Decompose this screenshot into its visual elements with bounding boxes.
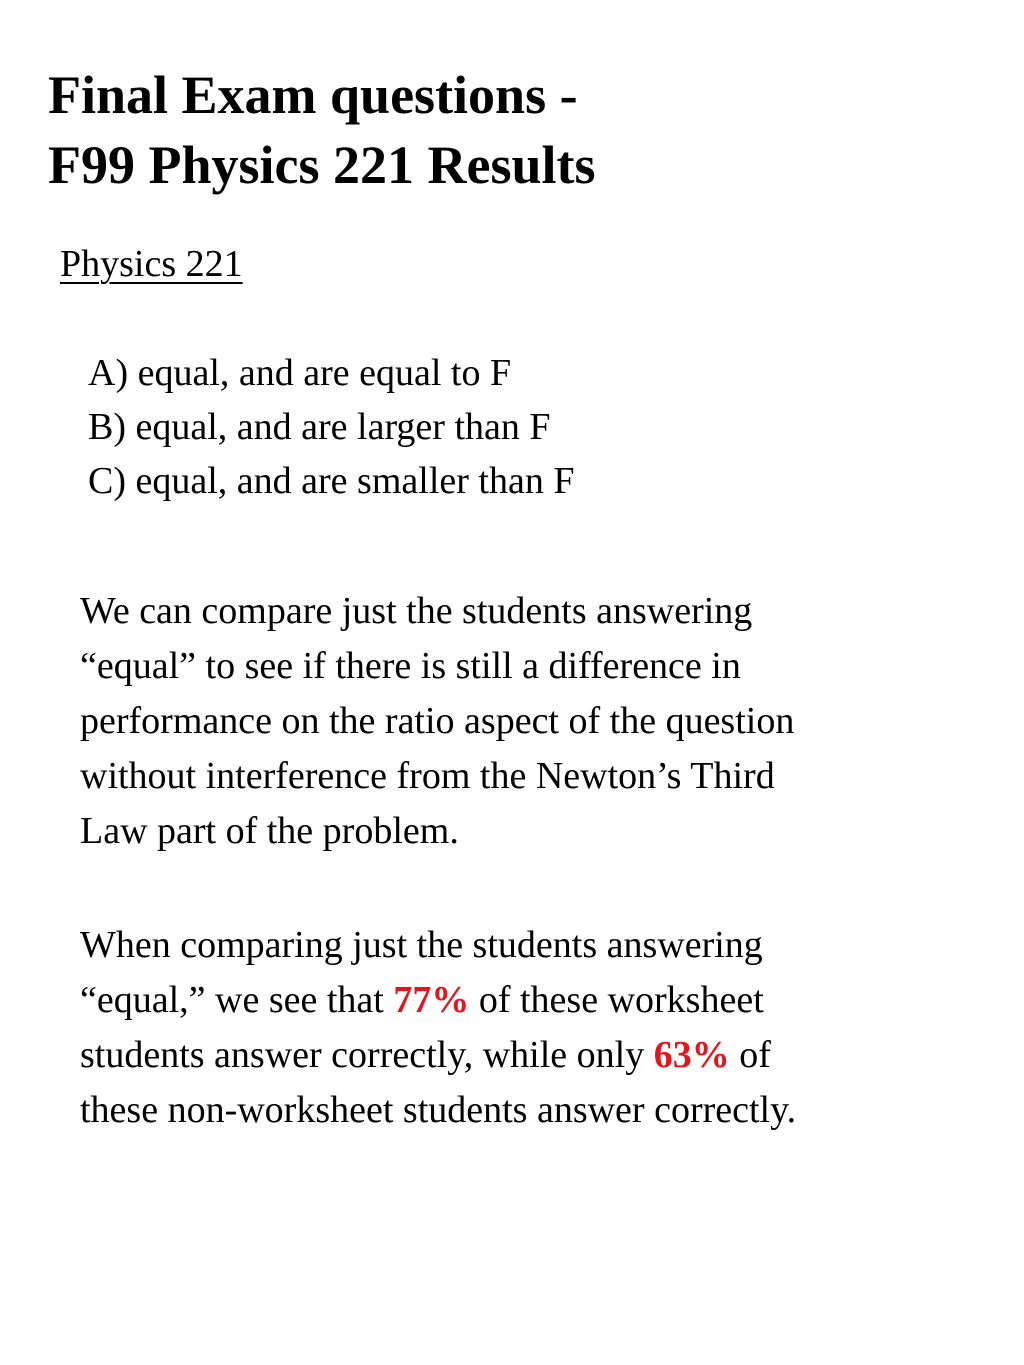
- results-line-3: [80, 1028, 960, 1083]
- nonworksheet-percent: 63%: [653, 1034, 730, 1076]
- results-text: of: [729, 1034, 771, 1076]
- paragraph-line: We can compare just the students answering: [80, 590, 753, 632]
- paragraph-line: Law part of the problem.: [80, 810, 459, 852]
- results-paragraph: [80, 918, 960, 1138]
- results-line-1: When comparing just the students answering: [80, 924, 763, 966]
- paragraph-line: “equal” to see if there is still a difference in: [80, 645, 741, 687]
- choice-a: A) equal, and are equal to F: [88, 352, 512, 394]
- results-text: of these worksheet: [469, 979, 764, 1021]
- page-title: [48, 60, 596, 200]
- title-line-2: F99 Physics 221 Results: [48, 135, 596, 195]
- worksheet-percent: 77%: [393, 979, 470, 1021]
- comparison-paragraph: [80, 584, 960, 859]
- title-line-1: Final Exam questions -: [48, 65, 578, 125]
- answer-choices: [88, 346, 574, 508]
- paragraph-line: without interference from the Newton’s Third: [80, 755, 775, 797]
- results-text: “equal,” we see that: [80, 979, 394, 1021]
- results-line-2: [80, 973, 960, 1028]
- choice-c: C) equal, and are smaller than F: [88, 460, 575, 502]
- paragraph-line: performance on the ratio aspect of the question: [80, 700, 795, 742]
- choice-b: B) equal, and are larger than F: [88, 406, 551, 448]
- course-heading: Physics 221: [60, 243, 243, 285]
- results-text: students answer correctly, while only: [80, 1034, 654, 1076]
- results-line-4: these non-worksheet students answer correctly.: [80, 1089, 797, 1131]
